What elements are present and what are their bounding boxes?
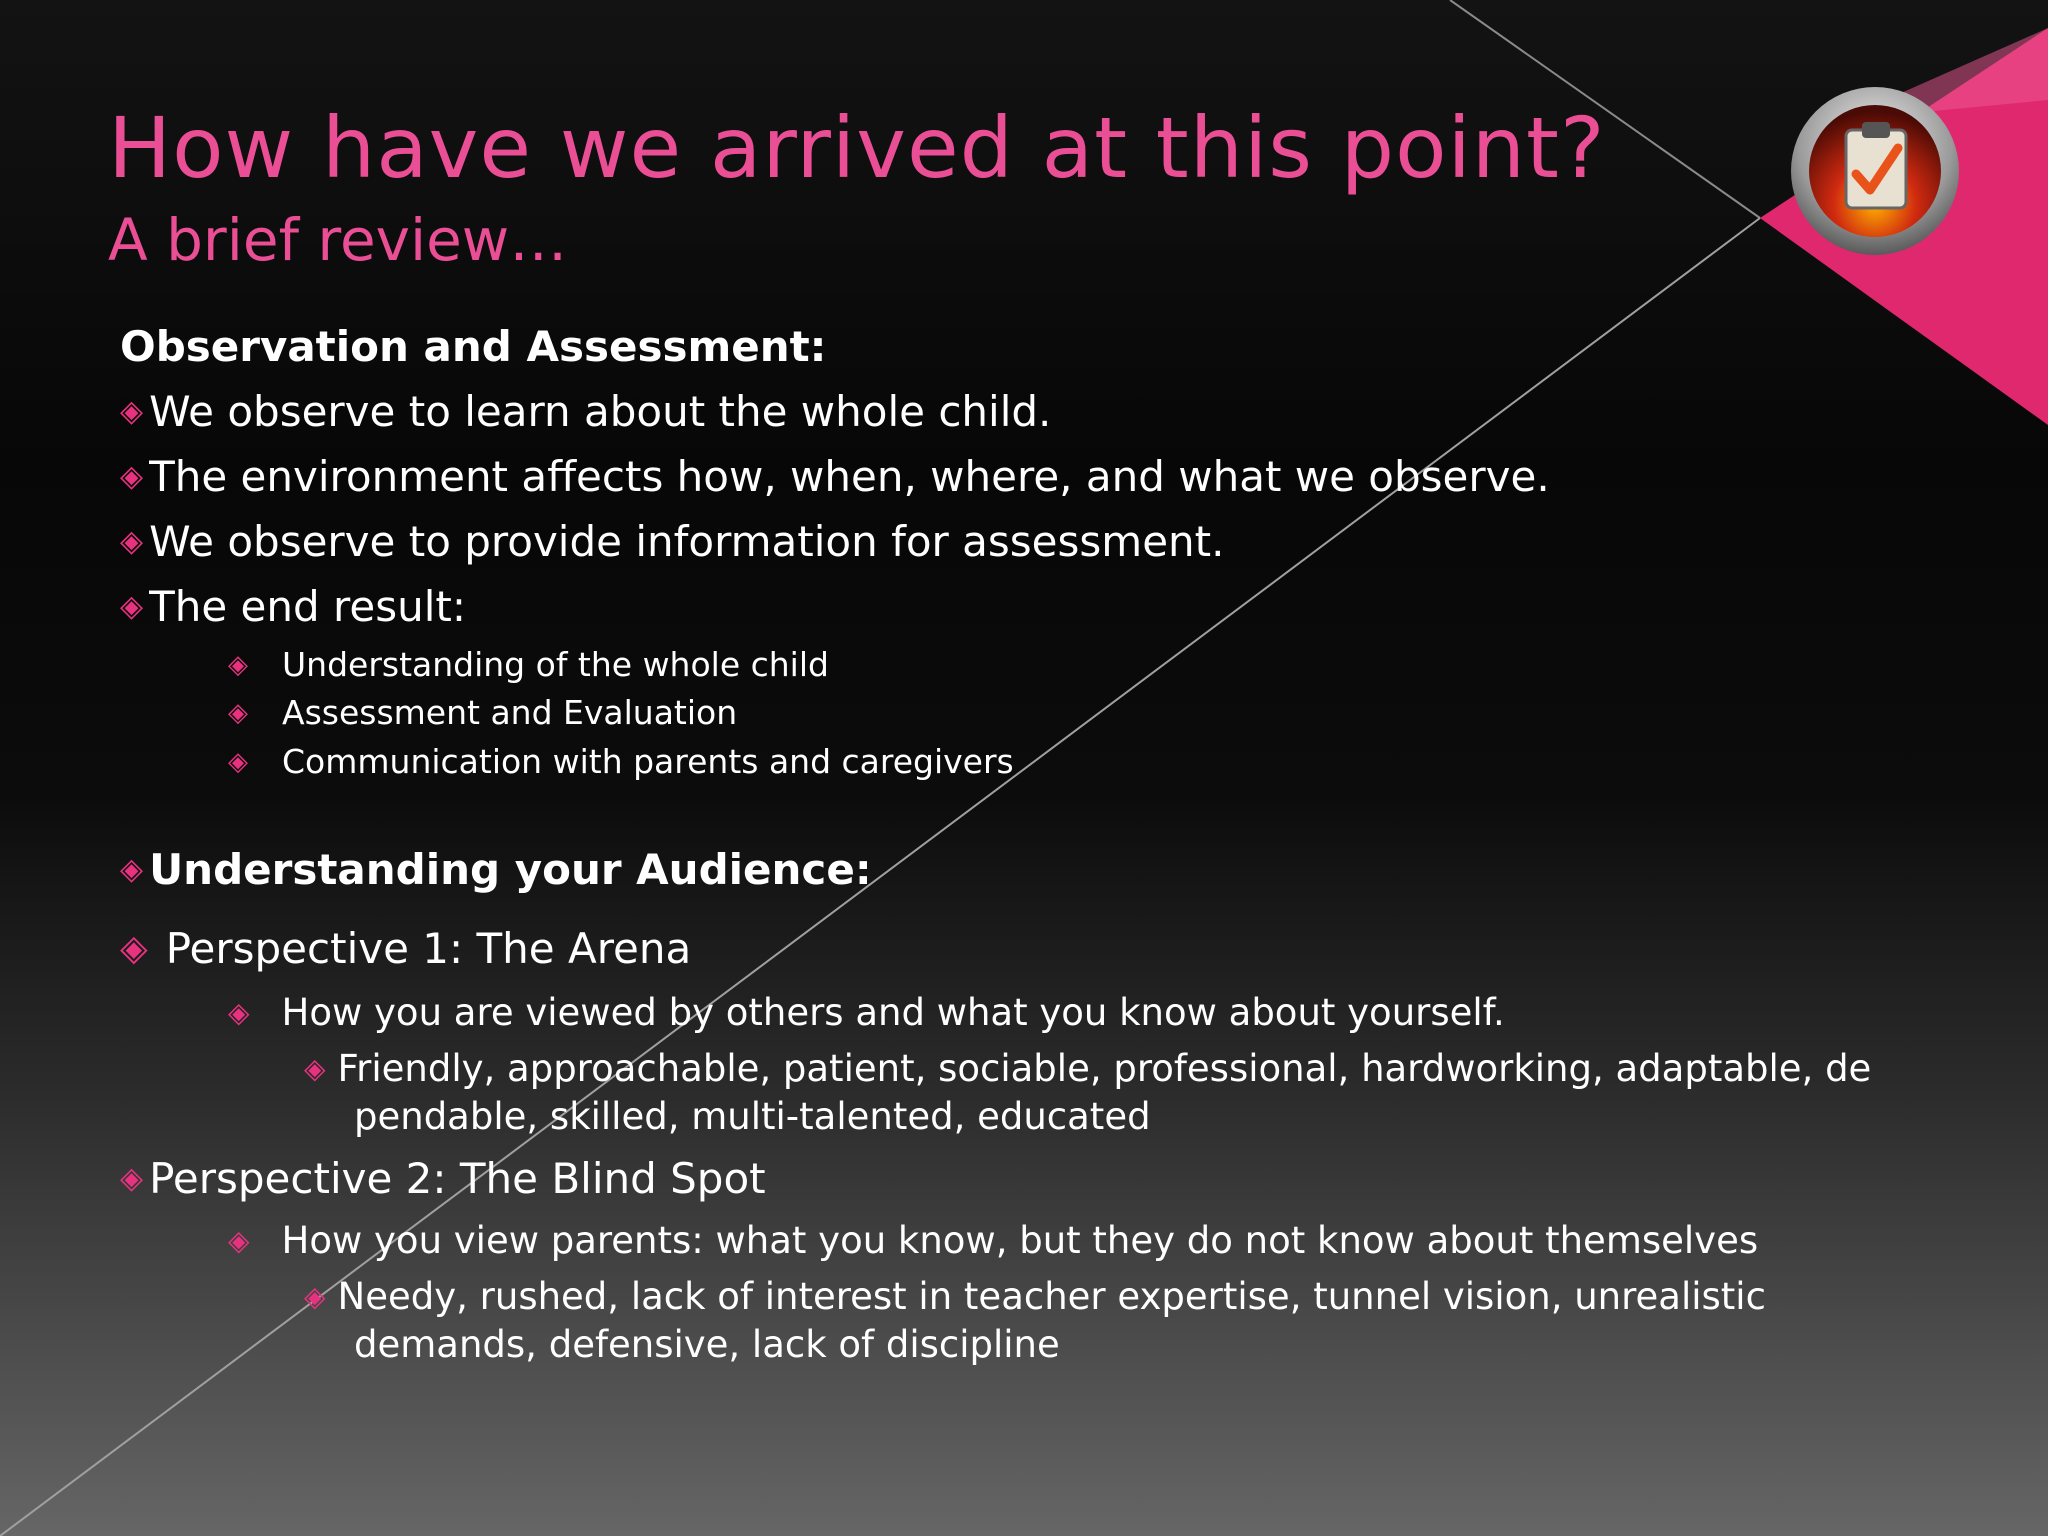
list-item: ◈ Friendly, approachable, patient, sociable, professional, hardworking, adaptable, de bbox=[304, 1047, 1872, 1090]
list-item: ◈ The environment affects how, when, where, and what we observe. bbox=[120, 450, 1550, 504]
list-item: ◈ Assessment and Evaluation bbox=[228, 693, 738, 732]
list-item: ◈ We observe to learn about the whole child. bbox=[120, 385, 1051, 439]
diamond-bullet-icon: ◈ bbox=[228, 698, 248, 728]
list-item: ◈ Needy, rushed, lack of interest in teacher expertise, tunnel vision, unrealistic bbox=[304, 1275, 1766, 1318]
diamond-bullet-icon: ◈ bbox=[120, 928, 148, 969]
diamond-bullet-icon: ◈ bbox=[304, 1280, 326, 1313]
list-item-continued: demands, defensive, lack of discipline bbox=[354, 1323, 1060, 1366]
diamond-bullet-icon: ◈ bbox=[304, 1052, 326, 1085]
diamond-bullet-icon: ◈ bbox=[120, 852, 144, 887]
diamond-bullet-icon: ◈ bbox=[228, 747, 248, 777]
diamond-bullet-icon: ◈ bbox=[120, 589, 144, 624]
diamond-bullet-icon: ◈ bbox=[228, 1224, 250, 1257]
list-item: ◈ Perspective 2: The Blind Spot bbox=[120, 1152, 766, 1206]
list-item: ◈ Perspective 1: The Arena bbox=[120, 922, 691, 976]
list-item: ◈ Communication with parents and caregivers bbox=[228, 742, 1014, 781]
list-item: ◈ We observe to provide information for assessment. bbox=[120, 515, 1224, 569]
diamond-bullet-icon: ◈ bbox=[120, 1161, 144, 1196]
diamond-bullet-icon: ◈ bbox=[120, 394, 144, 429]
list-item-continued: pendable, skilled, multi-talented, educated bbox=[354, 1095, 1151, 1138]
slide-subtitle: A brief review… bbox=[108, 206, 568, 274]
slide-title: How have we arrived at this point? bbox=[108, 99, 1606, 197]
list-item: ◈ Understanding of the whole child bbox=[228, 645, 829, 684]
section-heading-observation: Observation and Assessment: bbox=[120, 322, 827, 371]
diamond-bullet-icon: ◈ bbox=[120, 459, 144, 494]
section-heading-audience: ◈ Understanding your Audience: bbox=[120, 843, 872, 897]
diamond-bullet-icon: ◈ bbox=[120, 524, 144, 559]
list-item: ◈ How you view parents: what you know, but they do not know about themselves bbox=[228, 1219, 1759, 1262]
diamond-bullet-icon: ◈ bbox=[228, 996, 250, 1029]
list-item: ◈ The end result: bbox=[120, 580, 466, 634]
diamond-bullet-icon: ◈ bbox=[228, 650, 248, 680]
list-item: ◈ How you are viewed by others and what you know about yourself. bbox=[228, 991, 1505, 1034]
